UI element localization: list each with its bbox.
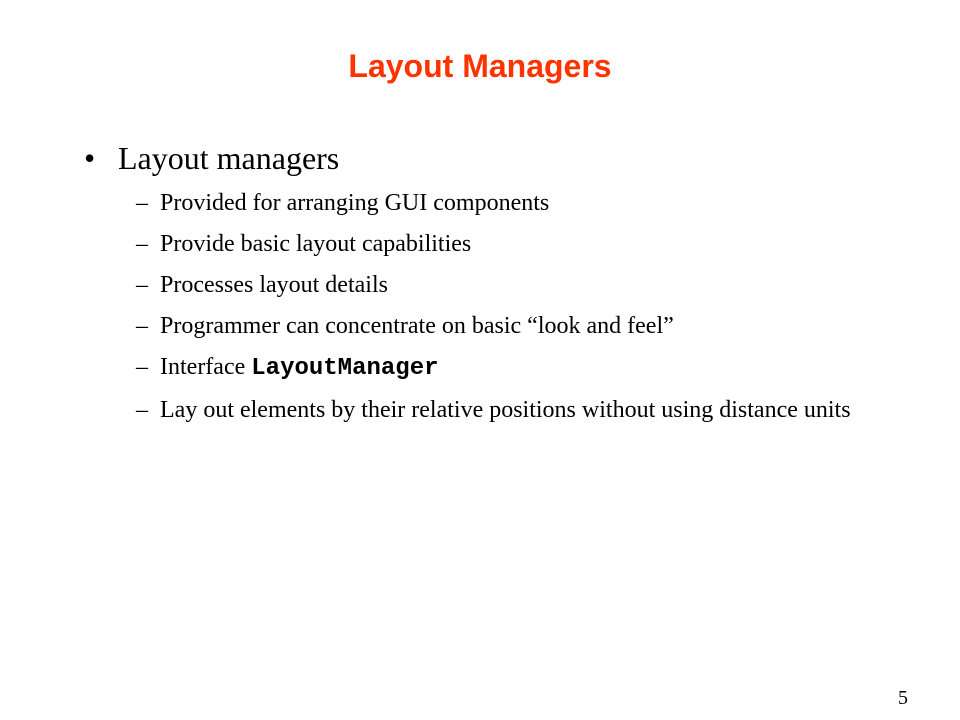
sub-item-text: Programmer can concentrate on basic “look and feel” <box>160 313 674 339</box>
sub-item <box>136 188 856 218</box>
dash-icon: – <box>136 397 148 423</box>
dash-icon: – <box>136 272 148 298</box>
dash-icon: – <box>136 313 148 339</box>
interface-prefix: Interface <box>160 354 252 380</box>
sub-item <box>136 311 856 341</box>
main-bullet <box>84 138 339 178</box>
sub-bullet-list <box>136 188 856 436</box>
page-number: 5 <box>898 687 908 709</box>
dash-icon: – <box>136 190 148 216</box>
main-bullet-text: Layout managers <box>118 140 340 176</box>
sub-item-text: Lay out elements by their relative positions without using distance units <box>160 397 851 423</box>
sub-item-text: Processes layout details <box>160 272 388 298</box>
dash-icon: – <box>136 354 148 380</box>
dash-icon: – <box>136 231 148 257</box>
sub-item <box>136 229 856 259</box>
sub-item-text: Provided for arranging GUI components <box>160 190 550 216</box>
sub-item-text <box>160 352 439 384</box>
sub-item <box>136 352 856 384</box>
sub-item <box>136 270 856 300</box>
layoutmanager-code: LayoutManager <box>251 355 439 382</box>
sub-item <box>136 395 856 425</box>
sub-item-text: Provide basic layout capabilities <box>160 231 472 257</box>
slide-title: Layout Managers <box>348 48 612 84</box>
bullet-icon: • <box>84 140 96 176</box>
